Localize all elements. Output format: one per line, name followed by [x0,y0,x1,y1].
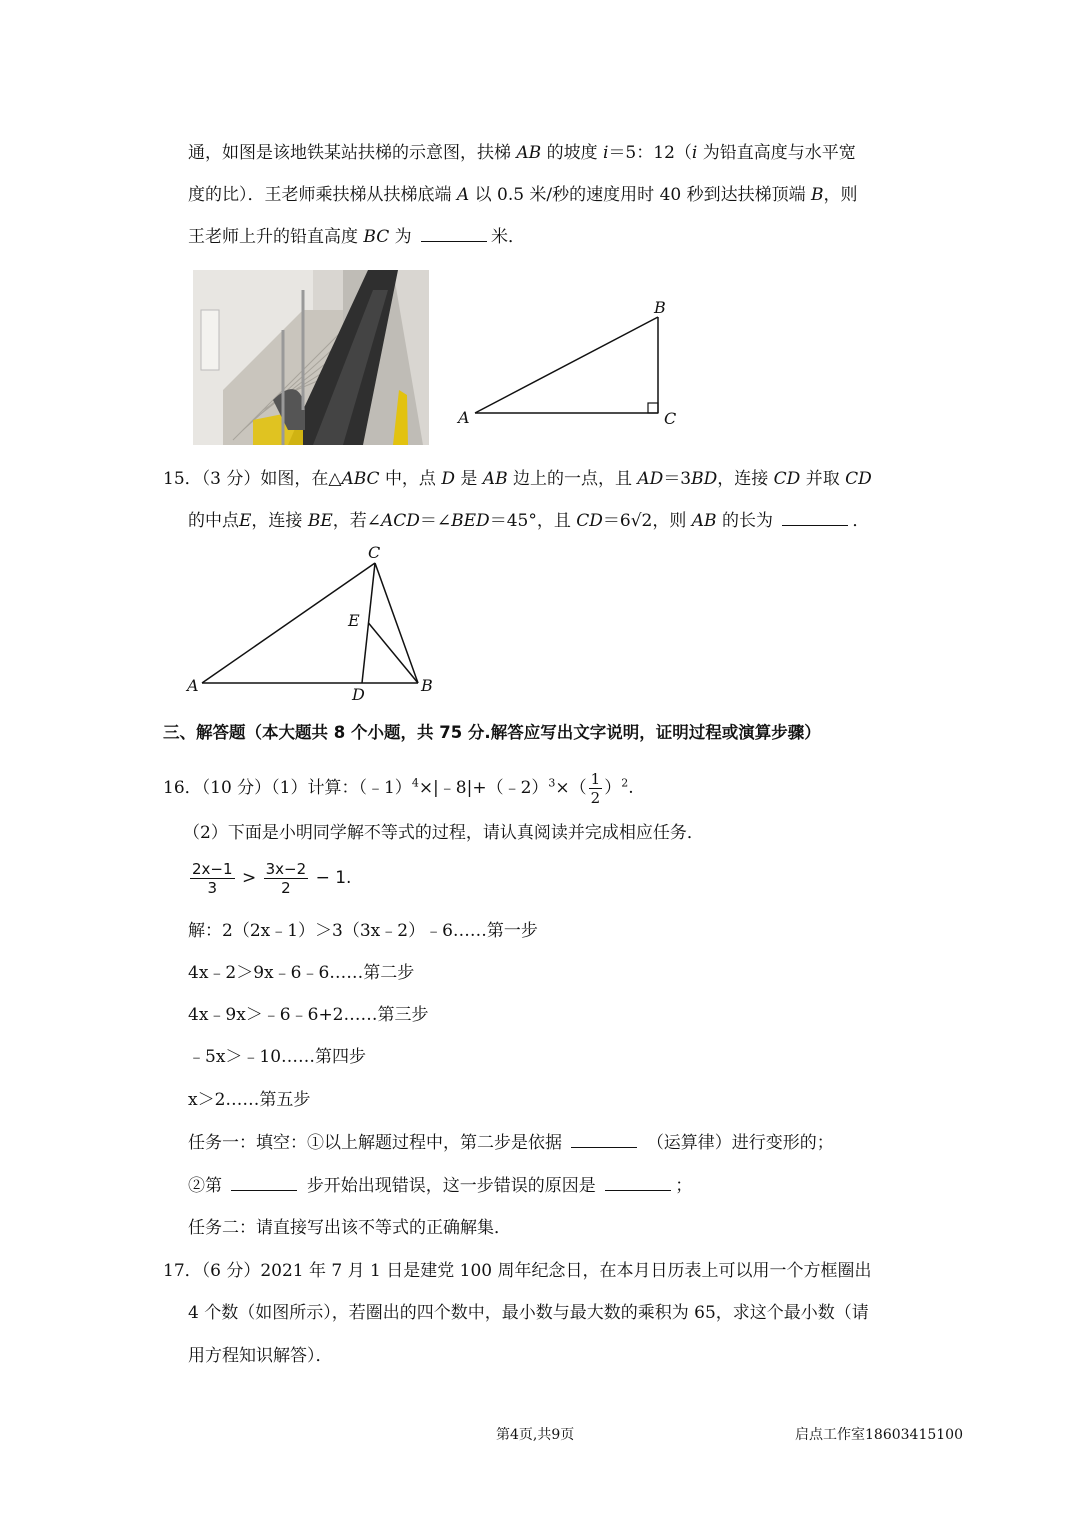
fraction-left: $\frac{2x-1}{3}$ [192,859,233,897]
q15-line-2: 的中点E，连接 BE，若∠ACD＝∠BED＝45°，且 CD＝6√2，则 AB 的长为 ． [188,511,870,531]
q16-inequality: $\frac{2x-1}{3}$ > $\frac{3x-2}{2}$ − 1. [192,859,352,897]
label-e: E [348,611,360,630]
q17-line-1: 17．（6 分）2021 年 7 月 1 日是建党 100 周年纪念日，在本月日历表上可以用一个方框圈出 [163,1261,872,1281]
page-number: 第4页,共9页 [496,1427,575,1443]
answer-blank [571,1133,637,1148]
escalator-photo [193,270,429,445]
segment-be [369,623,419,683]
q17-line-3: 用方程知识解答）． [188,1346,333,1366]
label-a: A [458,408,470,427]
q16-line-1: 16．（10 分）（1）计算：（﹣1）$^4$×|﹣8|+（﹣2）$^3$×（ $\frac{1}{2}$ ）$^2$. [163,770,634,807]
q15-triangle-figure [185,540,445,704]
q15-line-1: 15．（3 分）如图，在△ABC 中，点 D 是 AB 边上的一点，且 AD＝3BD，连接 CD 并取 CD [163,469,872,489]
q14-line-3: 王老师上升的铅直高度 BC 为 米． [188,227,526,247]
escalator-photo-drawing [193,270,429,445]
q16-step-2: 4x﹣2＞9x﹣6﹣6……第二步 [188,963,415,983]
q14-line-2: 度的比）．王老师乘扶梯从扶梯底端 A 以 0.5 米/秒的速度用时 40 秒到达扶梯顶端 B，则 [188,185,858,205]
q16-task-2: 任务二：请直接写出该不等式的正确解集． [188,1218,511,1238]
q14-triangle-figure [450,295,690,435]
label-c: C [368,543,381,562]
answer-blank [782,511,848,526]
label-d: D [352,685,365,704]
answer-blank [605,1176,671,1191]
fraction-one-half: $\frac{1}{2}$ [590,770,601,807]
right-angle-mark [648,403,658,413]
q16-step-5: x＞2……第五步 [188,1090,311,1110]
section-3-heading: 三、解答题（本大题共 8 个小题，共 75 分.解答应写出文字说明，证明过程或演算步骤） [163,723,821,742]
label-a: A [187,676,199,695]
q14-line-1: 通，如图是该地铁某站扶梯的示意图，扶梯 AB 的坡度 i＝5：12（i 为铅直高度与水平宽 [188,143,856,163]
q16-line-2: （2）下面是小明同学解不等式的过程，请认真阅读并完成相应任务． [183,823,704,843]
side-bc [375,563,418,683]
q16-task-1: 任务一：填空：①以上解题过程中，第二步是依据 （运算律）进行变形的； [188,1133,834,1153]
studio-contact: 启点工作室18603415100 [795,1427,963,1443]
q16-step-4: ﹣5x＞﹣10……第四步 [188,1047,367,1067]
side-ab [475,317,658,413]
answer-blank [231,1176,297,1191]
q16-step-3: 4x﹣9x＞﹣6﹣6+2……第三步 [188,1005,429,1025]
label-b: B [654,298,666,317]
label-c: C [664,409,677,428]
answer-blank [421,227,487,242]
q17-line-2: 4 个数（如图所示），若圈出的四个数中，最小数与最大数的乘积为 65，求这个最小数（请 [188,1303,869,1323]
fraction-right: $\frac{3x-2}{2}$ [265,859,307,897]
label-b: B [421,676,433,695]
q16-task-1-part-2: ②第 步开始出现错误，这一步错误的原因是 ； [188,1176,693,1196]
q16-step-1: 解：2（2x﹣1）＞3（3x﹣2）﹣6……第一步 [188,921,538,941]
